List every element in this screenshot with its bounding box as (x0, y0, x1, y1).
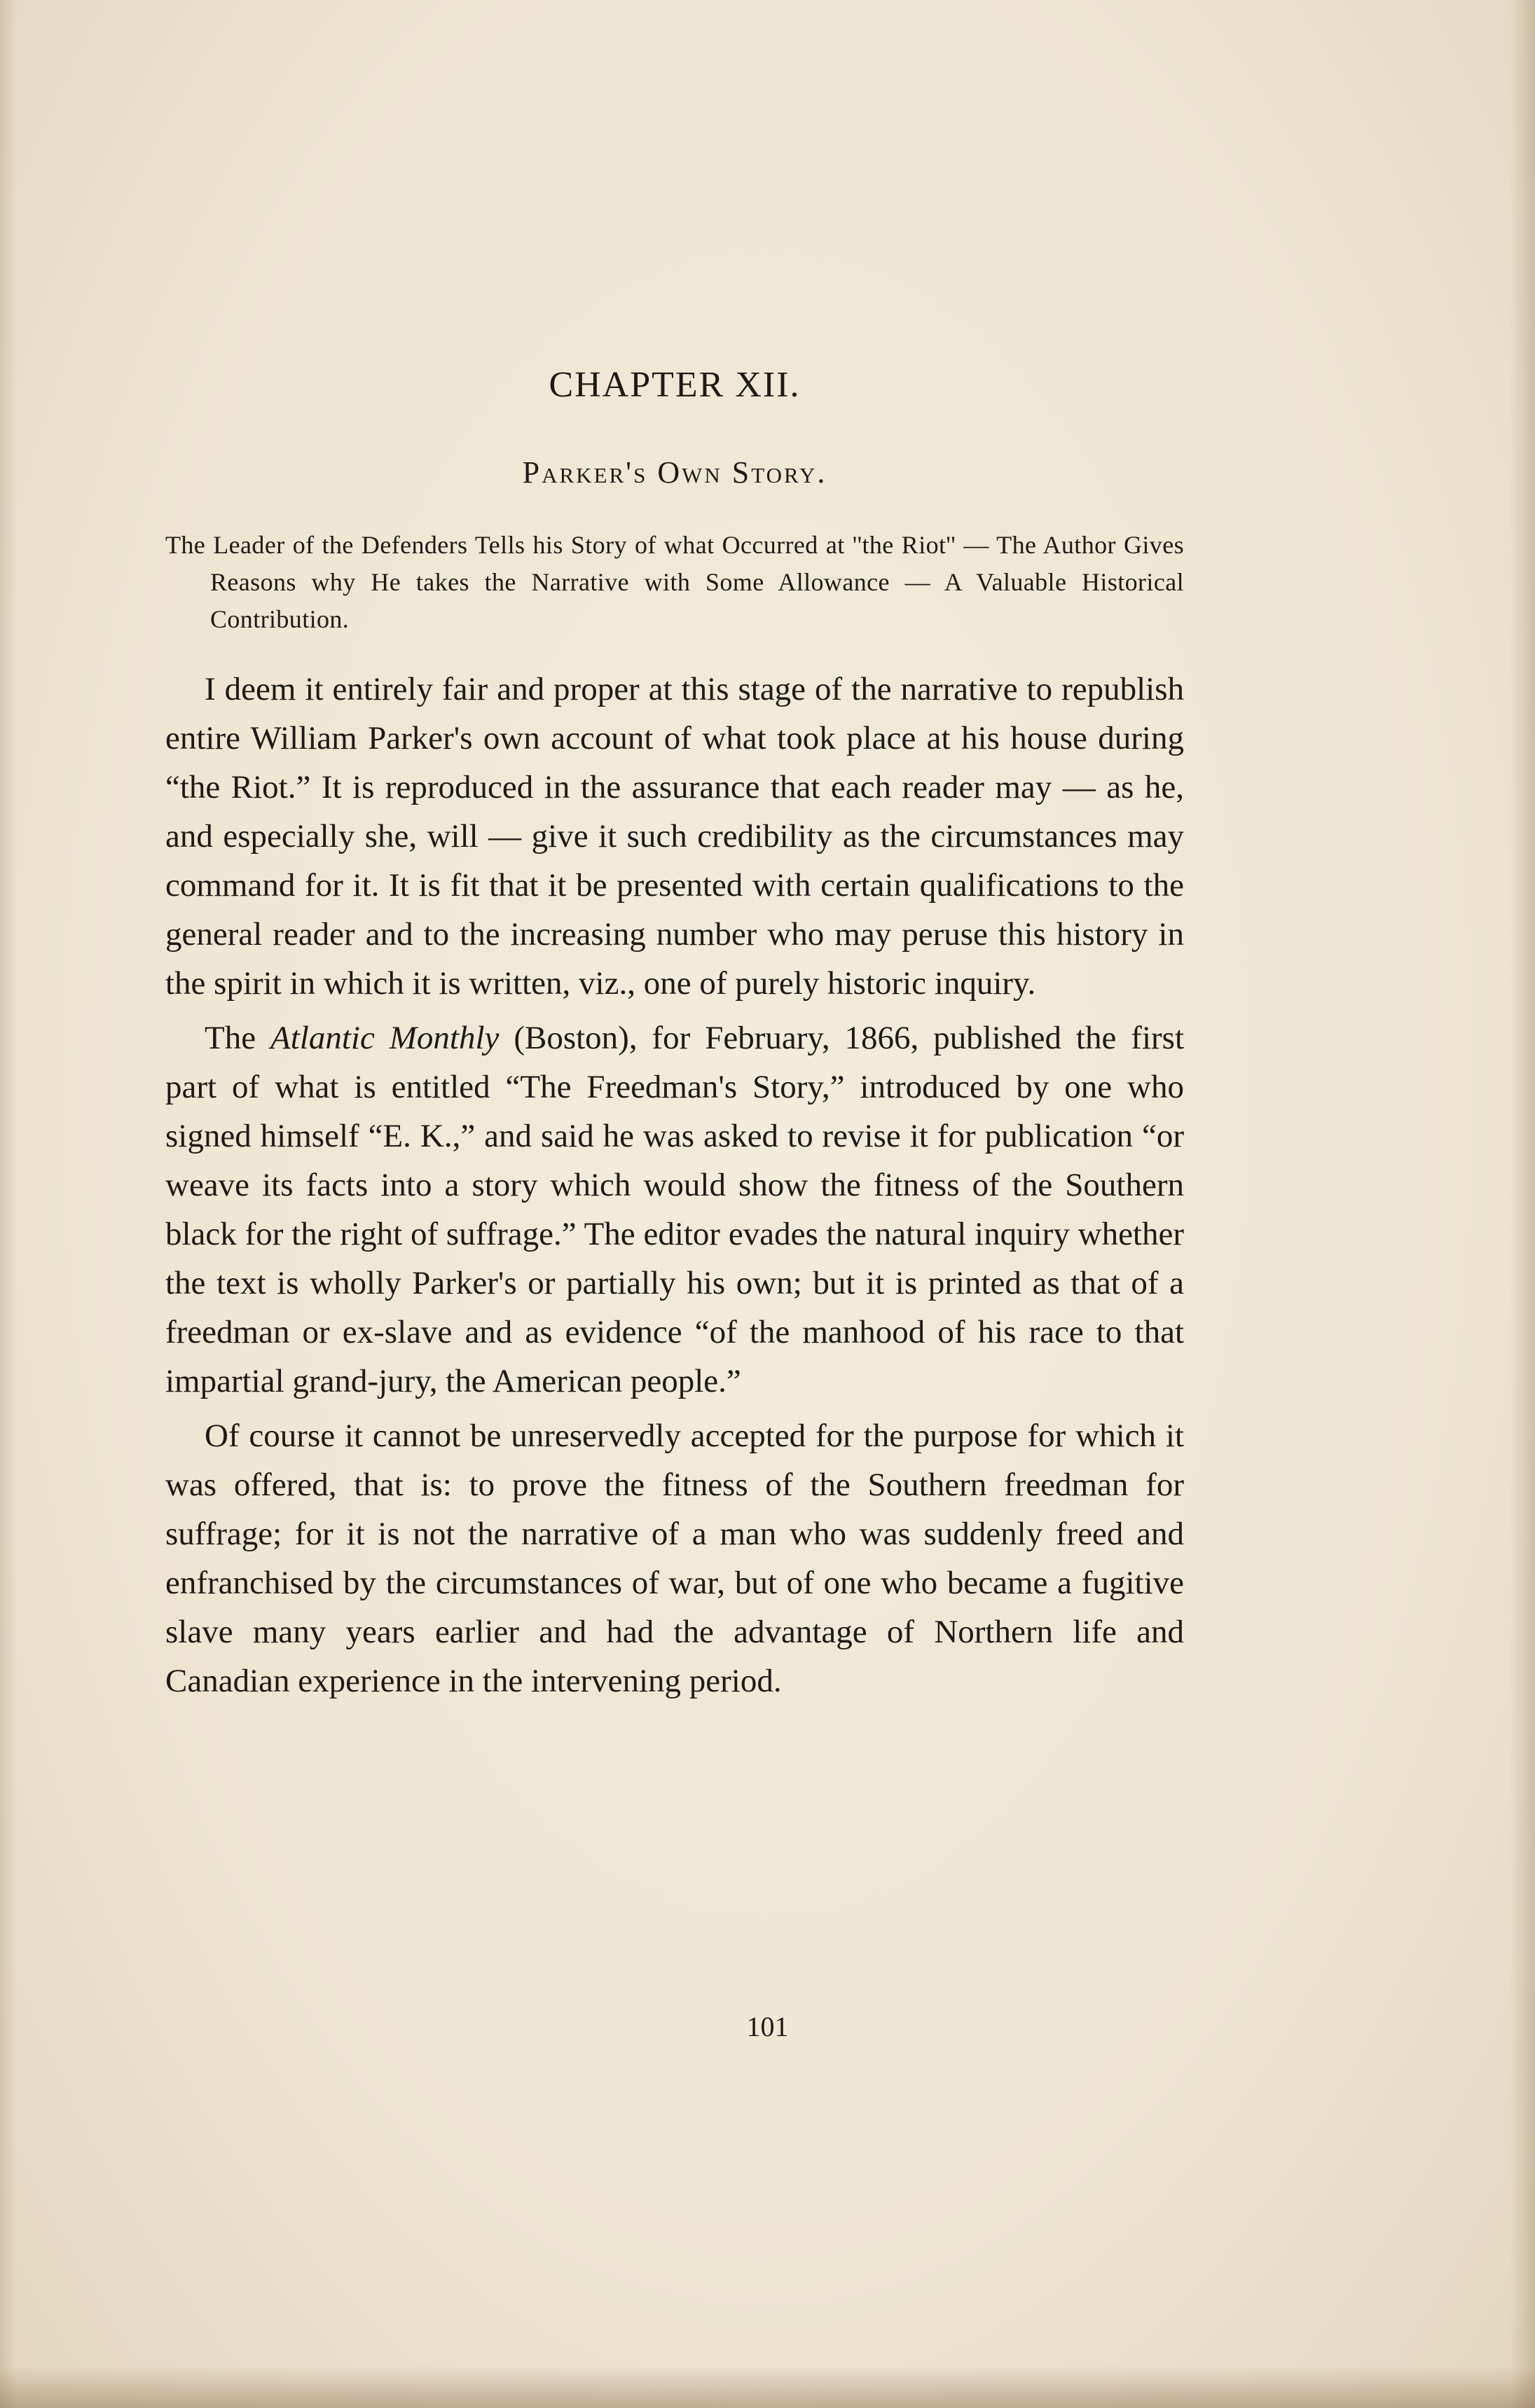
page-bottom-edge (0, 2366, 1535, 2408)
periodical-title: Atlantic Monthly (270, 1020, 500, 1056)
body-paragraph-3: Of course it cannot be unreservedly accepted for the purpose for which it was offered, that is: to prove the fitness of the Southern freedman for suffrage; for it is not the narrative of a man who was suddenly freed and enfranchised by the circumstances of war, but of one who became a fugitive slave many years earlier and had the advantage of Northern life and Canadian experience in the intervening period. (165, 1418, 1184, 1699)
paragraph-2-rest: (Boston), for February, 1866, published the first part of what is entitled “The Freedman's Story,” introduced by one who signed himself “E. K.,” and said he was asked to revise it for publication “or weave its facts into a story which would show the fitness of the Southern black for the right of suffrage.” The editor evades the natural inquiry whether the text is wholly Parker's or partially his own; but it is printed as that of a freedman or ex-slave and as evidence “of the manhood of his race to that impartial grand-jury, the American people.” (165, 1020, 1185, 1399)
chapter-subtitle: Parker's Own Story. (522, 455, 827, 490)
text-block (165, 364, 1184, 1705)
page-number: 101 (746, 2011, 789, 2042)
body-paragraph-2 (165, 1013, 1184, 1406)
chapter-synopsis: The Leader of the Defenders Tells his Story of what Occurred at ''the Riot'' — The Author Gives Reasons why He takes the Narrative with Some Allowance — A Valuable Historical Contribution. (165, 531, 1184, 633)
chapter-title: CHAPTER XII. (549, 365, 801, 405)
body-paragraph-1: I deem it entirely fair and proper at this stage of the narrative to republish entire William Parker's own account of what took place at his house during “the Riot.” It is reproduced in the assurance that each reader may — as he, and especially she, will — give it such credibility as the circumstances may command for it. It is fit that it be presented with certain qualifications to the general reader and to the increasing number who may peruse this history in the spirit in which it is written, viz., one of purely historic inquiry. (165, 671, 1184, 1002)
paragraph-2-start: The (205, 1020, 271, 1056)
page-right-shadow (1510, 0, 1535, 2408)
page-left-shadow (0, 0, 17, 2408)
